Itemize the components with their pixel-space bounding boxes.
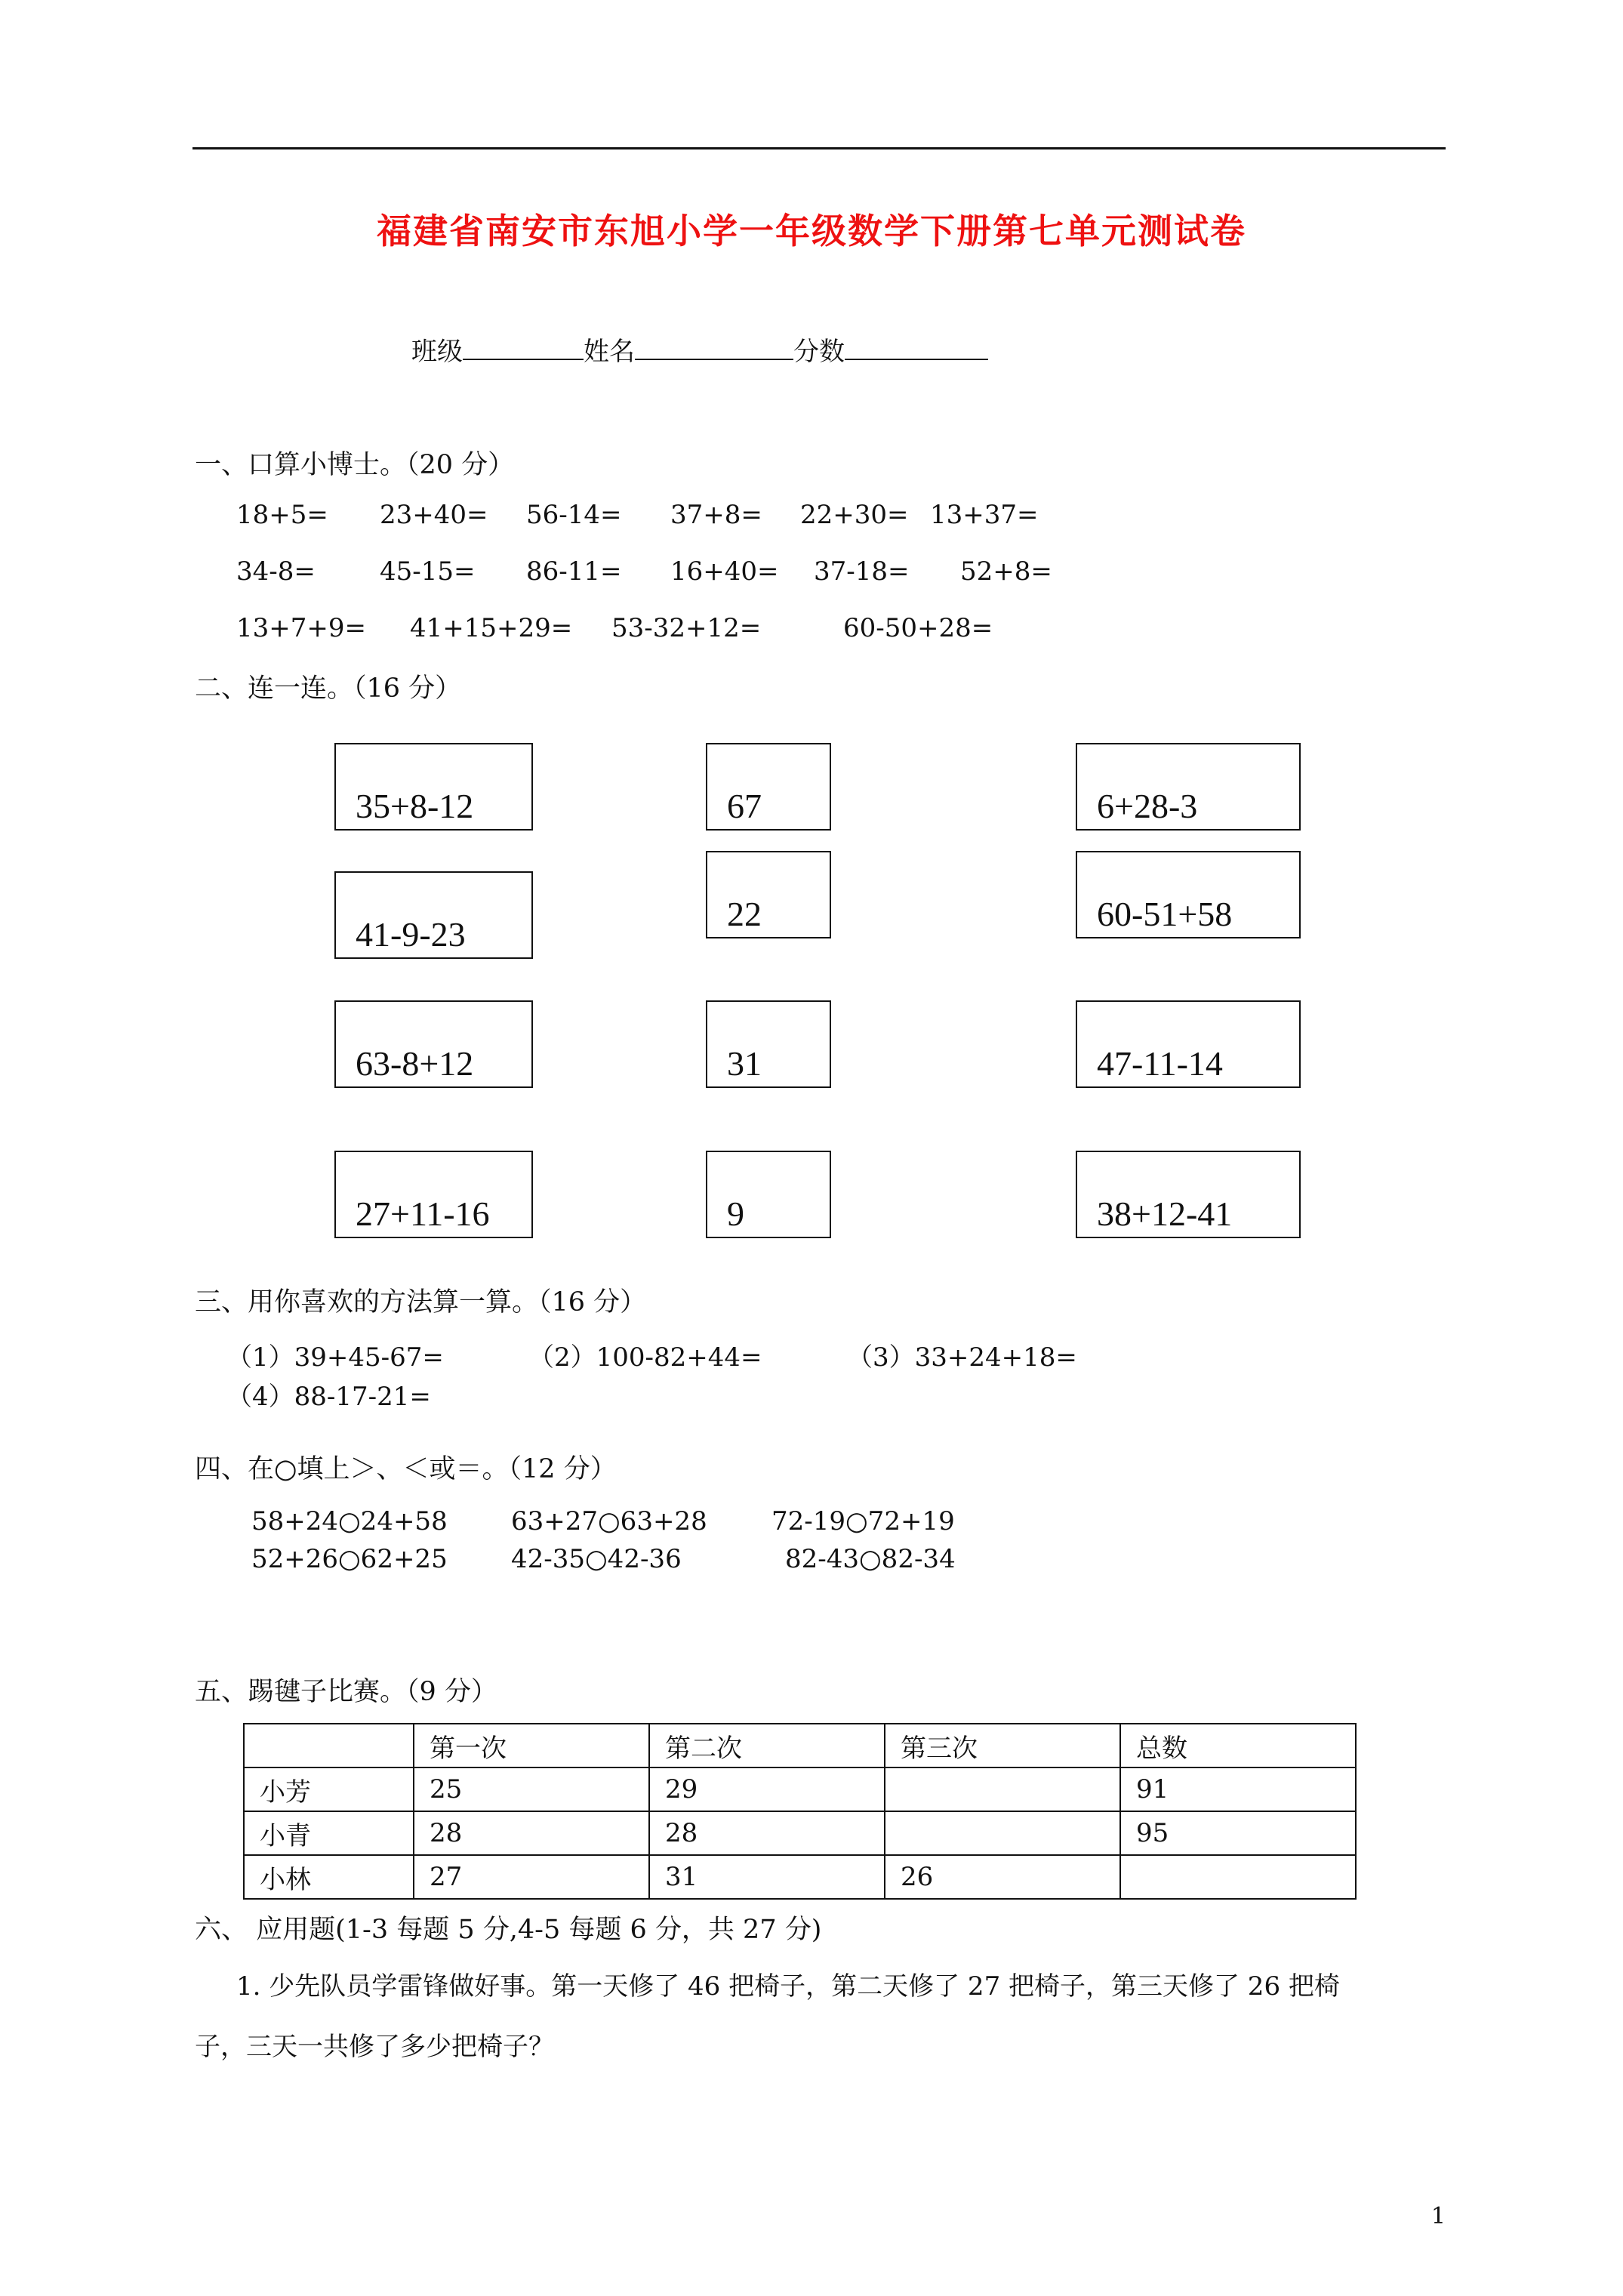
s4-item: 63+27○63+28 <box>511 1506 707 1536</box>
s4-item: 58+24○24+58 <box>251 1506 448 1536</box>
match-middle-box[interactable]: 67 <box>706 743 831 831</box>
class-label: 班级 <box>411 337 463 367</box>
s1-item: 37+8= <box>670 500 762 530</box>
s1-item: 22+30= <box>800 500 909 530</box>
name-field[interactable] <box>635 336 793 360</box>
table-cell[interactable] <box>1120 1855 1356 1899</box>
s3-item: （4）88-17-21= <box>226 1382 431 1412</box>
s4-item: 72-19○72+19 <box>771 1506 955 1536</box>
table-cell: 31 <box>649 1855 885 1899</box>
table-cell: 小林 <box>244 1855 414 1899</box>
class-field[interactable] <box>463 336 584 360</box>
page-title: 福建省南安市东旭小学一年级数学下册第七单元测试卷 <box>377 211 1246 251</box>
table-cell[interactable] <box>885 1767 1120 1811</box>
score-label: 分数 <box>793 337 845 367</box>
match-right-box[interactable]: 47-11-14 <box>1076 1000 1301 1088</box>
student-info-line <box>411 331 988 368</box>
s1-item: 41+15+29= <box>410 613 573 643</box>
s1-item: 56-14= <box>526 500 622 530</box>
section3-heading: 三、用你喜欢的方法算一算。（16 分） <box>195 1287 647 1318</box>
section6-heading: 六、 应用题(1-3 每题 5 分,4-5 每题 6 分，共 27 分) <box>195 1915 822 1945</box>
table-cell: 总数 <box>1120 1724 1356 1767</box>
table-cell: 28 <box>649 1811 885 1855</box>
table-row <box>244 1767 1356 1811</box>
table-cell: 28 <box>414 1811 649 1855</box>
section1-heading: 一、口算小博士。（20 分） <box>195 450 515 480</box>
match-middle-box[interactable]: 22 <box>706 851 831 938</box>
match-left-box[interactable]: 27+11-16 <box>334 1151 533 1238</box>
header-rule <box>192 147 1446 149</box>
s1-item: 23+40= <box>380 500 488 530</box>
table-cell: 第二次 <box>649 1724 885 1767</box>
s3-item: （3）33+24+18= <box>847 1342 1077 1373</box>
table-row <box>244 1811 1356 1855</box>
score-field[interactable] <box>845 336 988 360</box>
table-cell: 91 <box>1120 1767 1356 1811</box>
table-cell: 小芳 <box>244 1767 414 1811</box>
match-left-box[interactable]: 63-8+12 <box>334 1000 533 1088</box>
table-cell: 26 <box>885 1855 1120 1899</box>
table-cell: 27 <box>414 1855 649 1899</box>
table-cell: 29 <box>649 1767 885 1811</box>
s1-item: 86-11= <box>526 556 622 587</box>
s1-item: 45-15= <box>380 556 476 587</box>
s4-item: 82-43○82-34 <box>785 1544 956 1574</box>
question1-line1: 1. 少先队员学雷锋做好事。第一天修了 46 把椅子，第二天修了 27 把椅子，第三天修了 26 把椅 <box>236 1971 1340 2002</box>
match-middle-box[interactable]: 31 <box>706 1000 831 1088</box>
s3-item: （1）39+45-67= <box>226 1342 444 1373</box>
table-cell: 95 <box>1120 1811 1356 1855</box>
section5-heading: 五、踢毽子比赛。（9 分） <box>195 1677 497 1707</box>
page-number: 1 <box>1431 2203 1446 2230</box>
s1-item: 13+37= <box>930 500 1039 530</box>
section2-heading: 二、连一连。（16 分） <box>195 673 462 704</box>
match-left-box[interactable]: 35+8-12 <box>334 743 533 831</box>
s3-item: （2）100-82+44= <box>528 1342 762 1373</box>
table-row <box>244 1855 1356 1899</box>
section4-heading: 四、在○填上＞、＜或＝。（12 分） <box>195 1454 617 1484</box>
s1-item: 16+40= <box>670 556 779 587</box>
table-cell: 第一次 <box>414 1724 649 1767</box>
match-right-box[interactable]: 60-51+58 <box>1076 851 1301 938</box>
name-label: 姓名 <box>584 337 635 367</box>
question1-line2: 子，三天一共修了多少把椅子？ <box>195 2032 554 2062</box>
match-left-box[interactable]: 41-9-23 <box>334 871 533 959</box>
match-middle-box[interactable]: 9 <box>706 1151 831 1238</box>
s1-item: 13+7+9= <box>236 613 366 643</box>
match-right-box[interactable]: 38+12-41 <box>1076 1151 1301 1238</box>
s1-item: 52+8= <box>960 556 1052 587</box>
table-cell[interactable] <box>885 1811 1120 1855</box>
table-cell <box>244 1724 414 1767</box>
s1-item: 53-32+12= <box>611 613 762 643</box>
table-cell: 小青 <box>244 1811 414 1855</box>
score-table <box>243 1723 1357 1900</box>
table-cell: 25 <box>414 1767 649 1811</box>
s4-item: 52+26○62+25 <box>251 1544 448 1574</box>
s4-item: 42-35○42-36 <box>511 1544 682 1574</box>
match-right-box[interactable]: 6+28-3 <box>1076 743 1301 831</box>
table-header-row <box>244 1724 1356 1767</box>
s1-item: 34-8= <box>236 556 316 587</box>
s1-item: 18+5= <box>236 500 328 530</box>
table-cell: 第三次 <box>885 1724 1120 1767</box>
s1-item: 60-50+28= <box>843 613 993 643</box>
s1-item: 37-18= <box>814 556 910 587</box>
